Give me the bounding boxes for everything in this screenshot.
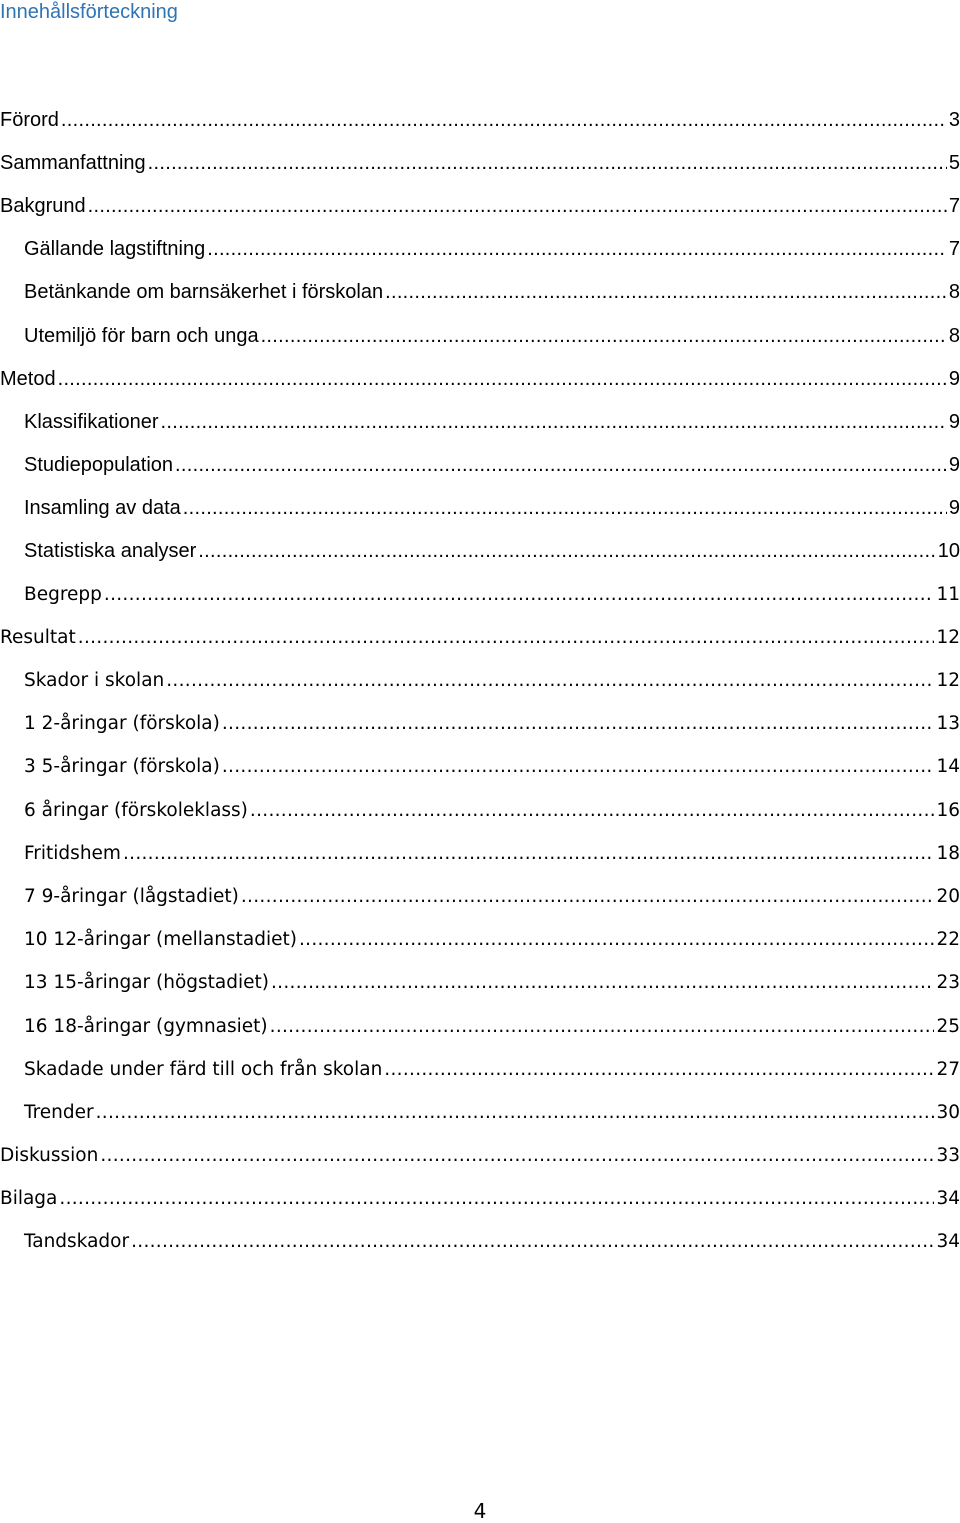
toc-leader-dots xyxy=(100,1144,934,1168)
toc-entry-label: Tandskador xyxy=(24,1231,130,1253)
toc-entry-page: 20 xyxy=(936,885,960,907)
toc-entry[interactable] xyxy=(0,357,960,400)
toc-entry[interactable] xyxy=(0,487,960,530)
toc-entry-page: 23 xyxy=(936,972,960,994)
toc-entry-label: Diskussion xyxy=(0,1145,99,1167)
toc-entry-label: Trender xyxy=(24,1101,94,1123)
toc-entry-page: 12 xyxy=(936,626,960,648)
toc-entry-page: 13 xyxy=(936,713,960,735)
toc-entry-page: 9 xyxy=(948,410,960,433)
toc-leader-dots xyxy=(88,194,947,218)
toc-entry-page: 11 xyxy=(936,583,960,605)
toc-entry-label: 1 2-åringar (förskola) xyxy=(24,713,220,735)
toc-entry[interactable] xyxy=(0,659,960,702)
toc-entry-label: 3 5-åringar (förskola) xyxy=(24,756,220,778)
toc-entry[interactable] xyxy=(0,789,960,832)
toc-entry-label: 10 12-åringar (mellanstadiet) xyxy=(24,929,297,951)
toc-entry[interactable] xyxy=(0,1091,960,1134)
toc-entry[interactable] xyxy=(0,1178,960,1221)
toc-entry[interactable] xyxy=(0,746,960,789)
toc-entry[interactable] xyxy=(0,1221,960,1264)
toc-entry[interactable] xyxy=(0,141,960,184)
toc-entry-page: 5 xyxy=(948,151,960,174)
toc-entry-page: 33 xyxy=(936,1145,960,1167)
toc-entry-label: Resultat xyxy=(0,626,76,648)
toc-entry-page: 9 xyxy=(948,367,960,390)
toc-entry-label: Gällande lagstiftning xyxy=(24,238,206,261)
toc-leader-dots xyxy=(271,971,934,995)
toc-entry-page: 10 xyxy=(937,540,960,563)
toc-entry-page: 9 xyxy=(948,454,960,477)
toc-leader-dots xyxy=(148,151,947,175)
toc-entry-page: 34 xyxy=(936,1188,960,1210)
toc-entry[interactable] xyxy=(0,314,960,357)
toc-entry[interactable] xyxy=(0,919,960,962)
toc-entry-page: 7 xyxy=(948,194,960,217)
toc-entry-label: Metod xyxy=(0,367,56,390)
toc-entry[interactable] xyxy=(0,1005,960,1048)
toc-entry[interactable] xyxy=(0,400,960,443)
page-number: 4 xyxy=(473,1499,487,1523)
toc-leader-dots xyxy=(166,669,934,693)
toc-entry[interactable] xyxy=(0,616,960,659)
toc-entry-page: 16 xyxy=(936,799,960,821)
toc-leader-dots xyxy=(222,755,935,779)
toc-leader-dots xyxy=(198,539,935,563)
toc-entry-page: 25 xyxy=(936,1015,960,1037)
toc-entry-label: Studiepopulation xyxy=(24,454,174,477)
toc-entry-label: Sammanfattning xyxy=(0,151,146,174)
toc-entry-page: 8 xyxy=(948,324,960,347)
toc-entry[interactable] xyxy=(0,875,960,918)
toc-entry-label: Fritidshem xyxy=(24,842,121,864)
toc-leader-dots xyxy=(183,496,947,520)
toc-entry-page: 8 xyxy=(948,281,960,304)
toc-heading: Innehållsförteckning xyxy=(0,1,178,23)
toc-leader-dots xyxy=(123,842,935,866)
toc-entry[interactable] xyxy=(0,1135,960,1178)
toc-entry[interactable] xyxy=(0,530,960,573)
toc-entry[interactable] xyxy=(0,962,960,1005)
toc-leader-dots xyxy=(131,1230,934,1254)
toc-entry-label: Skadade under färd till och från skolan xyxy=(24,1058,383,1080)
toc-entry-page: 34 xyxy=(936,1231,960,1253)
toc-leader-dots xyxy=(299,928,935,952)
toc-entry-label: Bilaga xyxy=(0,1188,58,1210)
toc-entry[interactable] xyxy=(0,573,960,616)
toc-entry[interactable] xyxy=(0,271,960,314)
toc-entry-page: 22 xyxy=(936,929,960,951)
toc-leader-dots xyxy=(175,453,947,477)
toc-leader-dots xyxy=(96,1101,935,1125)
toc-entry[interactable] xyxy=(0,832,960,875)
toc-entry-label: Statistiska analyser xyxy=(24,540,197,563)
toc-entry-label: Klassifikationer xyxy=(24,410,159,433)
toc-entry-label: Betänkande om barnsäkerhet i förskolan xyxy=(24,281,384,304)
toc-leader-dots xyxy=(241,885,935,909)
toc-entry-label: 7 9-åringar (lågstadiet) xyxy=(24,885,239,907)
toc-leader-dots xyxy=(250,799,935,823)
toc-leader-dots xyxy=(61,108,947,132)
toc-entry-label: 16 18-åringar (gymnasiet) xyxy=(24,1015,268,1037)
toc-entry-page: 30 xyxy=(936,1101,960,1123)
toc-entry-label: 6 åringar (förskoleklass) xyxy=(24,799,248,821)
toc-leader-dots xyxy=(270,1015,935,1039)
toc-entry-page: 7 xyxy=(948,238,960,261)
toc-leader-dots xyxy=(222,712,935,736)
toc-entry-page: 14 xyxy=(936,756,960,778)
toc-entry-page: 18 xyxy=(936,842,960,864)
toc-entry-page: 27 xyxy=(936,1058,960,1080)
toc-entry[interactable] xyxy=(0,1048,960,1091)
toc-entry-page: 12 xyxy=(936,670,960,692)
toc-entry-page: 3 xyxy=(948,108,960,131)
toc-entry-label: Förord xyxy=(0,108,59,131)
toc-leader-dots xyxy=(104,583,935,607)
table-of-contents xyxy=(0,98,960,1264)
toc-leader-dots xyxy=(78,626,935,650)
toc-entry[interactable] xyxy=(0,703,960,746)
toc-leader-dots xyxy=(59,1187,934,1211)
toc-entry[interactable] xyxy=(0,444,960,487)
toc-entry-label: Utemiljö för barn och unga xyxy=(24,324,259,347)
toc-entry[interactable] xyxy=(0,228,960,271)
toc-entry-label: Begrepp xyxy=(24,583,102,605)
toc-entry-page: 9 xyxy=(948,497,960,520)
toc-leader-dots xyxy=(161,410,947,434)
toc-entry[interactable] xyxy=(0,184,960,227)
toc-entry-label: 13 15-åringar (högstadiet) xyxy=(24,972,269,994)
toc-entry-label: Insamling av data xyxy=(24,497,181,520)
toc-leader-dots xyxy=(58,367,947,391)
toc-entry[interactable] xyxy=(0,98,960,141)
toc-leader-dots xyxy=(385,280,947,304)
toc-leader-dots xyxy=(207,237,947,261)
toc-leader-dots xyxy=(261,324,947,348)
toc-entry-label: Bakgrund xyxy=(0,194,86,217)
toc-leader-dots xyxy=(384,1058,934,1082)
toc-entry-label: Skador i skolan xyxy=(24,670,165,692)
